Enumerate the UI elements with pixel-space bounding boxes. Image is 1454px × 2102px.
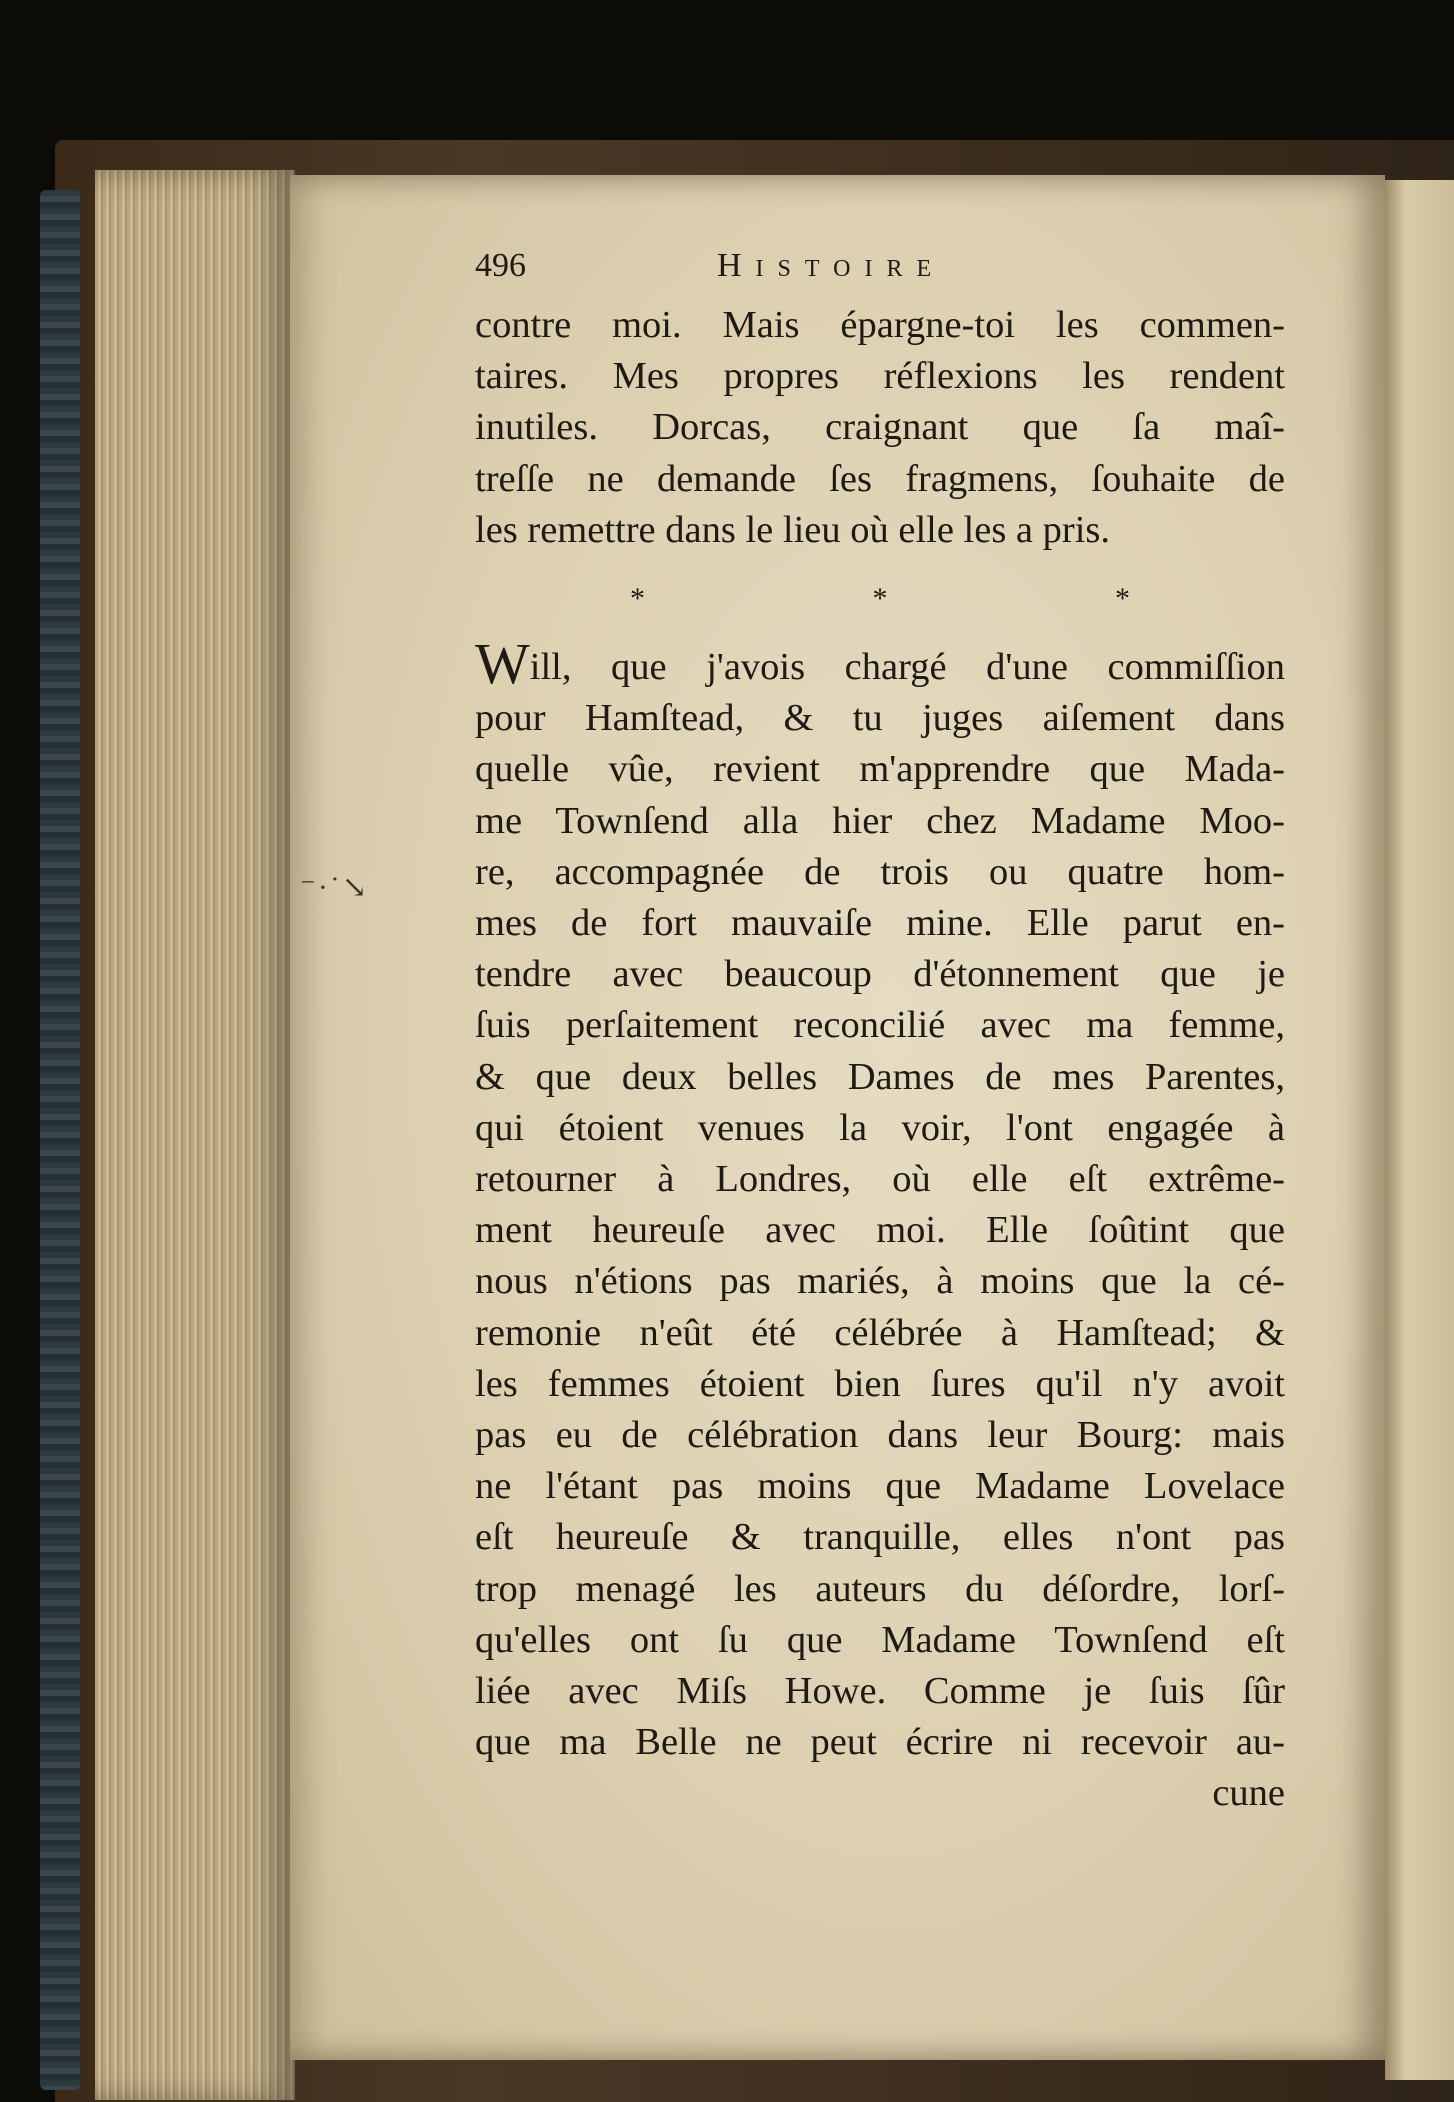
page-text bbox=[475, 240, 1285, 1820]
drop-cap: W bbox=[475, 631, 530, 697]
text-line: qui étoient venues la voir, l'ont engagée à bbox=[475, 1106, 1285, 1149]
page-number: 496 bbox=[475, 247, 526, 284]
text-line: me Townſend alla hier chez Madame Moo- bbox=[475, 799, 1285, 842]
text-line: trop menagé les auteurs du déſordre, lorſ- bbox=[475, 1567, 1285, 1610]
catchword: cune bbox=[1212, 1772, 1285, 1815]
text-line: quelle vûe, revient m'apprendre que Mada- bbox=[475, 748, 1285, 791]
text-line: ne l'étant pas moins que Madame Lovelace bbox=[475, 1465, 1285, 1508]
text-line: re, accompagnée de trois ou quatre hom- bbox=[475, 850, 1285, 893]
paragraph-2 bbox=[475, 631, 1285, 1820]
text-line: ſuis perſaitement reconcilié avec ma femme, bbox=[475, 1004, 1285, 1047]
text-line: pour Hamſtead, & tu juges aiſement dans bbox=[475, 697, 1285, 740]
margin-mark: ⁻·˙↘ bbox=[300, 871, 369, 904]
book-spine-edge bbox=[40, 190, 80, 2090]
text-line bbox=[475, 631, 1285, 697]
text-line: liée avec Miſs Howe. Comme je ſuis ſûr bbox=[475, 1670, 1285, 1713]
paragraph-1 bbox=[475, 300, 1285, 556]
text-line: contre moi. Mais épargne-toi les commen- bbox=[475, 304, 1285, 346]
text-line: les femmes étoient bien ſures qu'il n'y avoit bbox=[475, 1362, 1285, 1405]
text-line: inutiles. Dorcas, craignant que ſa maî- bbox=[475, 406, 1285, 449]
running-head: Histoire bbox=[717, 247, 946, 284]
text-line: qu'elles ont ſu que Madame Townſend eſt bbox=[475, 1618, 1285, 1661]
text-line: que ma Belle ne peut écrire ni recevoir au- bbox=[475, 1721, 1285, 1764]
text-line: nous n'étions pas mariés, à moins que la cé- bbox=[475, 1260, 1285, 1303]
text-line: taires. Mes propres réflexions les rendent bbox=[475, 355, 1285, 398]
section-ornament: * * * bbox=[630, 582, 1240, 616]
page-edges bbox=[95, 170, 295, 2100]
text-line: pas eu de célébration dans leur Bourg: mais bbox=[475, 1414, 1285, 1457]
text-line: & que deux belles Dames de mes Parentes, bbox=[475, 1055, 1285, 1098]
page-header bbox=[475, 240, 1285, 300]
text-line: retourner à Londres, où elle eſt extrême- bbox=[475, 1158, 1285, 1201]
facing-page-edge bbox=[1385, 180, 1454, 2080]
text-line: les remettre dans le lieu où elle les a pris. bbox=[475, 508, 1111, 551]
first-line-text: ill, que j'avois chargé d'une commiſſion bbox=[529, 646, 1285, 689]
text-line: eſt heureuſe & tranquille, elles n'ont pas bbox=[475, 1516, 1285, 1559]
text-line: mes de fort mauvaiſe mine. Elle parut en- bbox=[475, 902, 1285, 945]
text-line: tendre avec beaucoup d'étonnement que je bbox=[475, 953, 1285, 996]
text-line: remonie n'eût été célébrée à Hamſtead; & bbox=[475, 1311, 1285, 1354]
text-line: ment heureuſe avec moi. Elle ſoûtint que bbox=[475, 1209, 1285, 1252]
text-line: treſſe ne demande ſes fragmens, ſouhaite de bbox=[475, 457, 1285, 500]
